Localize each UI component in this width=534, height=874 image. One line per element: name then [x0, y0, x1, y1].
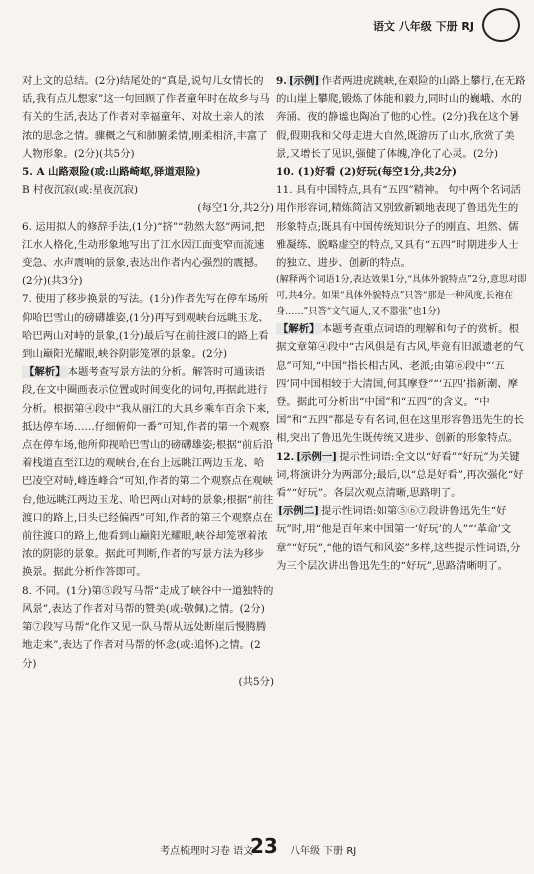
analysis-11 [276, 320, 528, 447]
q9-label: 9. [276, 75, 287, 87]
footer-right: 八年级 下册 RJ [290, 846, 357, 857]
answer-9 [276, 72, 528, 163]
brand-seal-icon [482, 8, 520, 42]
q12-label: 12. [276, 450, 295, 463]
header-title: 语文 八年级 下册 RJ [372, 20, 474, 33]
q12-ex1-text: 提示性词语:全文以“好看”“好玩”为关键词,将演讲分为两部分;最后,以“总是好看”,再次强化“好看”“好玩”。各层次观点清晰,思路明了。 [276, 450, 524, 500]
answer-8: 8. 不同。(1分)第⑤段写马帮“走成了峡谷中一道独特的风景”,表达了作者对马帮的赞美(或:敬佩)之情。(2分)第⑦段写马帮“化作又见一队马帮从远处断崖后慢腾腾地走来”,表达了作者对马帮的怀念(或:追怀)之情。(2分) [22, 584, 274, 670]
q12-ex2-text: 提示性词语:如第⑤⑥⑦段讲鲁迅先生“好玩”时,用“他是百年来中国第一‘好玩’的人”“‘革命’文章”“好玩”,“他的语气和风姿”多样,这些提示性词语,分为三个层次讲出鲁迅先生的“好玩”,思路清晰明了。 [276, 505, 521, 572]
analysis-11-label: 【解析】 [278, 323, 320, 336]
answer-12-ex1 [276, 448, 528, 503]
answer-8-score: (共5分) [238, 675, 274, 688]
page-number: 23 [250, 834, 278, 858]
footer-left: 考点梳理时习卷 语文 [160, 846, 254, 857]
answer-10: 10. (1)好看 (2)好玩(每空1分,共2分) [276, 166, 457, 179]
answer-11-note: (解释两个词语1分,表达效果1分,“具体外貌特点”2分,意思对即可,共4分。如果“具体外貌特点”只答“那是一种风度,长袍在身……”只答“文气逼人,又不嚣张”也1分) [276, 274, 527, 318]
analysis-7 [22, 363, 274, 581]
answer-12-ex2 [276, 502, 528, 575]
page-footer [0, 834, 534, 864]
q9-example: [示例] [288, 75, 320, 87]
answer-5-score: (每空1分,共2分) [197, 202, 274, 215]
analysis-label: 【解析】 [24, 366, 66, 379]
q12-ex2-label: [示例二] [278, 505, 320, 518]
right-column [276, 72, 528, 575]
answer-6: 6. 运用拟人的修辞手法,(1分)“挤”“勃然大怒”两词,把江水人格化,生动形象地写出了江水因江面变窄而流速变急、水声震响的景象,表达出作者内心强烈的震撼。(2分)(共3分) [22, 220, 265, 288]
answer-5b: B 村夜沉寂(或:星夜沉寂) [22, 184, 139, 197]
q12-ex1-label: [示例一] [296, 450, 338, 463]
answer-7: 7. 使用了移步换景的写法。(1分)作者先写在停车场所仰哈巴雪山的磅礴雄姿,(1分)再写到观峡台远眺玉龙、哈巴两山对峙的景象,(1分)最后写在前往渡口的路上看到山巅阳光耀眼,峡谷阴影笼罩的景象。(2分) [22, 293, 269, 361]
analysis-7-text: 本题考查写景方法的分析。解答时可通读语段,在文中圈画表示位置或时间变化的词句,再据此进行分析。根据第④段中“我从丽江的大具乡乘车百余下来,抵达停车场……仔细俯仰一番”可知,作者的第一个观察点在停车场,他所仰视哈巴雪山的磅礴雄姿;根据“前后沿着栈道直至江边的观峡台,在台上远眺江两边玉龙、哈巴凌空对峙,峰连峰合”可知,作者的第二个观察点在观峡台,他远眺江两边玉龙、哈巴两山对峙的景象;根据“前往渡口的路上,日头已经偏西”可知,作者的第三个观察点在前往渡口的路上,他看到山巅阳光耀眼,峡谷却笼罩着浓浓的阴影的景象。据此可判断,作者的写景方法为移步换景。据此分析作答即可。 [22, 366, 274, 579]
analysis-11-text: 本题考查重点词语的理解和句子的赏析。根据文章第④段中“古风俱是有古风,毕竟有旧派遗老的气息”可知,“中国”指长相古风、老派;由第⑥段中“‘五四’同中国相较于大清国,何其摩登”“‘五四’指新潮、摩登。据此可分析出“中国”和“五四”的含义。“中国”和“五四”都是专有名词,但在这里形容鲁迅先生的长相,突出了鲁迅先生既传统又进步、创新的形象特点。 [276, 323, 524, 445]
page-header [0, 0, 534, 40]
left-column [22, 72, 274, 691]
answer-intro: 对上文的总结。(2分)结尾处的“真是,说句儿女情长的话,我有点儿想家”这一句回顾了作者童年时在故乡与马有关的生活,表达了作者对幸福童年、对故土亲人的浓浓的思念之情。骤概之气和肺腑柔情,刚柔相济,丰富了人物形象。(2分)(共5分) [22, 75, 270, 160]
answer-11: 11. 具有中国特点,具有“五四”精神。 句中两个名词活用作形容词,精炼简洁又别致新颖地表现了鲁迅先生的形象特点;既具有中国传统知识分子的刚直、坦然、儒雅凝练、脱略虚空的特点,又具有“五四”时期进步人士的独立、进步、创新的特点。 [276, 184, 521, 270]
q9-text: 作者两进虎跳峡,在艰险的山路上攀行,在无路的山崖上攀爬,锻炼了体能和毅力,同时山的巍峨、水的奔涌、夜的静谧也陶冶了他的心性。(2分)我在这个暑假,假期我和父母走进大自然,既游历了山水,欣赏了美景,又增长了见识,强健了体魄,净化了心灵。(2分) [276, 75, 526, 160]
answer-5a: 5. A 山路艰险(或:山路崎岖,驿道艰险) [22, 166, 201, 179]
